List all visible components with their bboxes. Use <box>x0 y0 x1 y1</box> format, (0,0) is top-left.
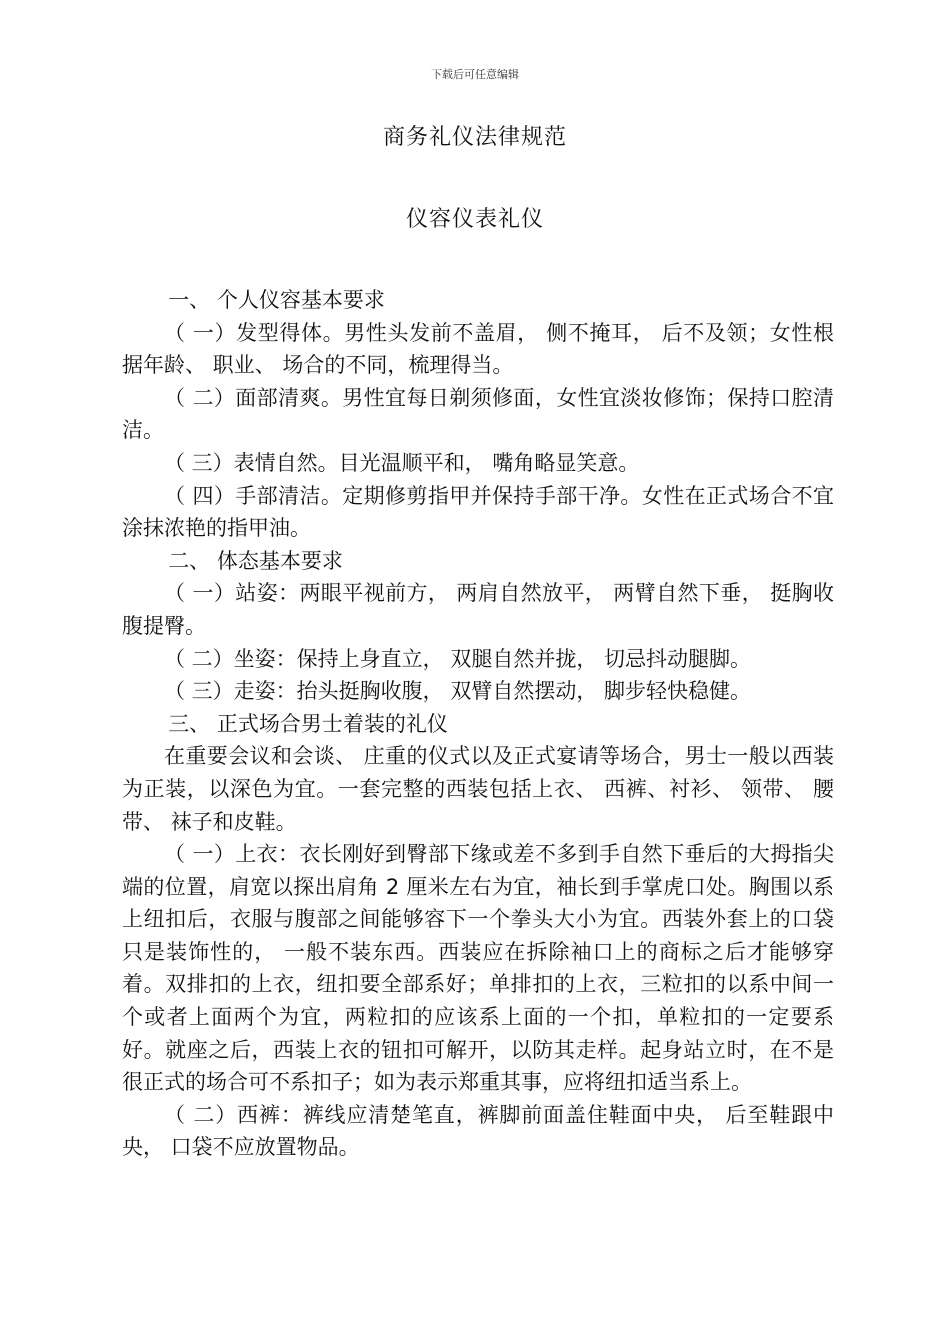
document-body <box>122 284 834 1164</box>
section-heading: 三、 正式场合男士着装的礼仪 <box>168 711 448 736</box>
paragraph: （ 四）手部清洁。定期修剪指甲并保持手部干净。女性在正式场合不宜涂抹浓艳的指甲油。 <box>122 483 834 541</box>
header-note: 下载后可任意编辑 <box>431 68 519 81</box>
paragraph: （ 三）走姿：抬头挺胸收腹， 双臂自然摆动， 脚步轻快稳健。 <box>164 679 752 704</box>
paragraph: （ 一）站姿：两眼平视前方， 两肩自然放平， 两臂自然下垂， 挺胸收腹提臀。 <box>122 581 834 638</box>
paragraph: （ 一）上衣：衣长刚好到臀部下缘或差不多到手自然下垂后的大拇指尖端的位置，肩宽以探出肩角 2 厘米左右为宜，袖长到手掌虎口处。胸围以系上纽扣后，衣服与腹部之间能够容下一个拳头大小为宜。西装外套上的口袋只是装饰性的， 一般不装东西。西装应在拆除袖口上的商标之后才能够穿着。双排扣的上衣，纽扣要全部系好；单排扣的上衣，三粒扣的以系中间一个或者上面两个为宜，两粒扣的应该系上面的一个扣，单粒扣的一定要系好。就座之后，西装上衣的钮扣可解开，以防其走样。起身站立时，在不是很正式的场合可不系扣子；如为表示郑重其事，应将纽扣适当系上。 <box>122 842 834 1095</box>
paragraph: （ 二）西裤：裤线应清楚笔直，裤脚前面盖住鞋面中央， 后至鞋跟中央， 口袋不应放置物品。 <box>122 1102 834 1160</box>
paragraph: 在重要会议和会谈、 庄重的仪式以及正式宴请等场合，男士一般以西装为正装，以深色为宜。一套完整的西装包括上衣、 西裤、衬衫、 领带、 腰带、 袜子和皮鞋。 <box>122 744 834 834</box>
paragraph: （ 三）表情自然。目光温顺平和， 嘴角略显笑意。 <box>164 450 640 475</box>
paragraph: （ 二）面部清爽。男性宜每日剃须修面，女性宜淡妆修饰；保持口腔清洁。 <box>122 385 834 443</box>
section-heading: 一、 个人仪容基本要求 <box>168 288 385 312</box>
section-heading: 二、 体态基本要求 <box>168 548 343 573</box>
paragraph: （ 一）发型得体。男性头发前不盖眉， 侧不掩耳， 后不及领；女性根据年龄、 职业、 场合的不同，梳理得当。 <box>122 320 834 378</box>
paragraph: （ 二）坐姿：保持上身直立， 双腿自然并拢， 切忌抖动腿脚。 <box>164 646 752 671</box>
section-title: 仪容仪表礼仪 <box>405 207 544 232</box>
document-title: 商务礼仪法律规范 <box>382 125 567 150</box>
